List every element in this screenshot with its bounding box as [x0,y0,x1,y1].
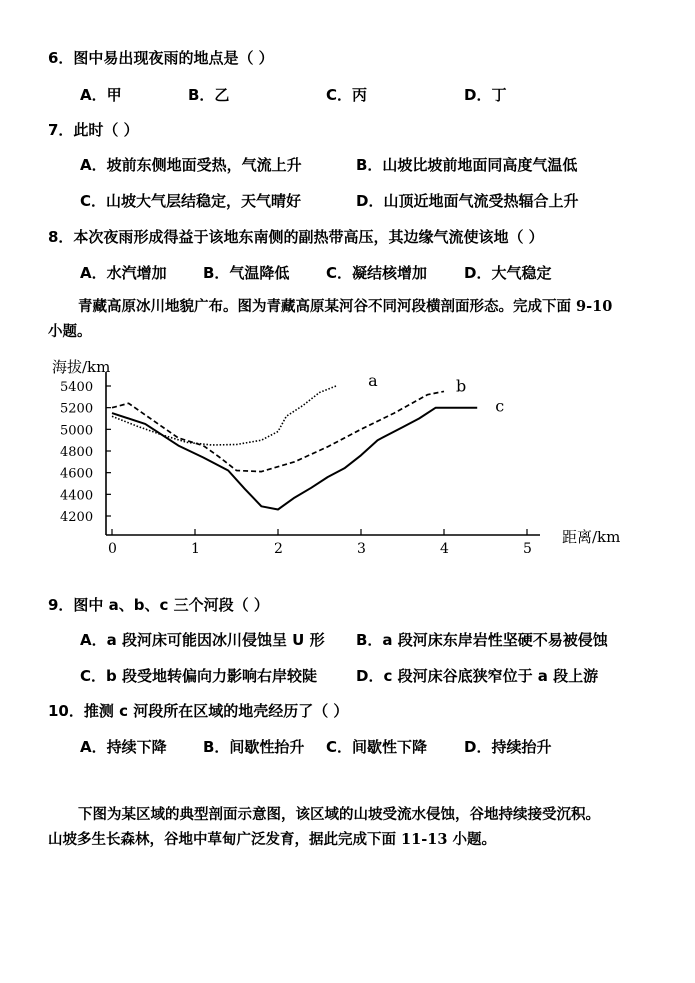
q6-option-d: D．丁 [464,86,507,104]
q8-option-c: C．凝结核增加 [326,264,428,282]
x-tick-label: 5 [523,541,532,557]
x-tick-label: 4 [440,541,449,557]
q7-option-c: C．山坡大气层结稳定，天气晴好 [80,192,302,210]
question-8-stem: 8．本次夜雨形成得益于该地东南侧的副热带高压，其边缘气流使该地（ ） [48,228,544,246]
intro-9-10-line2: 小题。 [48,323,92,340]
q10-option-c: C．间歇性下降 [326,738,428,756]
q6-option-b: B．乙 [188,86,230,104]
q6-option-a: A．甲 [80,86,122,104]
x-axis-label: 距离/km [562,528,621,546]
q9-option-d: D．c 段河床谷底狭窄位于 a 段上游 [356,667,599,685]
q8-option-a: A．水汽增加 [80,264,167,282]
question-7-stem: 7．此时（ ） [48,121,139,139]
question-10-stem: 10．推测 c 河段所在区域的地壳经历了（ ） [48,702,349,720]
y-axis-label: 海拔/km [52,358,111,376]
q7-option-d: D．山顶近地面气流受热辐合上升 [356,192,579,210]
x-tick-label: 2 [274,541,283,557]
y-tick-label: 4200 [60,510,94,525]
x-tick-label: 3 [357,541,366,557]
question-9-stem: 9．图中 a、b、c 三个河段（ ） [48,596,269,614]
intro-11-13-line1: 下图为某区域的典型剖面示意图，该区域的山坡受流水侵蚀，谷地持续接受沉积。 [78,806,600,823]
q6-option-c: C．丙 [326,86,368,104]
y-tick-label: 4400 [60,488,94,504]
q8-option-b: B．气温降低 [203,264,290,282]
series-c-line [112,408,477,510]
x-tick-label: 1 [191,541,200,557]
series-c-label: c [495,396,505,416]
q8-option-d: D．大气稳定 [464,264,552,282]
q7-option-b: B．山坡比坡前地面同高度气温低 [356,156,578,174]
series-b-label: b [456,376,467,396]
series-a-label: a [368,371,378,390]
intro-11-13-line2: 山坡多生长森林，谷地中草甸广泛发育，据此完成下面 11-13 小题。 [48,831,496,848]
valley-profile-chart [40,352,660,562]
q9-option-c: C．b 段受地转偏向力影响右岸较陡 [80,667,317,685]
series-a-line [112,386,336,445]
y-tick-label: 4600 [60,466,94,482]
q9-option-a: A．a 段河床可能因冰川侵蚀呈 U 形 [80,631,325,649]
x-tick-label: 0 [108,541,117,557]
q9-option-b: B．a 段河床东岸岩性坚硬不易被侵蚀 [356,631,608,649]
y-tick-label: 5000 [60,423,94,439]
q7-option-a: A．坡前东侧地面受热，气流上升 [80,156,302,174]
question-6-stem: 6．图中易出现夜雨的地点是（ ） [48,49,274,67]
y-tick-label: 4800 [60,445,94,460]
q10-option-a: A．持续下降 [80,738,167,756]
y-tick-label: 5400 [60,380,94,395]
q10-option-b: B．间歇性抬升 [203,738,305,756]
intro-9-10-line1: 青藏高原冰川地貌广布。图为青藏高原某河谷不同河段横剖面形态。完成下面 9-10 [78,298,613,315]
y-tick-label: 5200 [60,401,94,417]
q10-option-d: D．持续抬升 [464,738,552,756]
